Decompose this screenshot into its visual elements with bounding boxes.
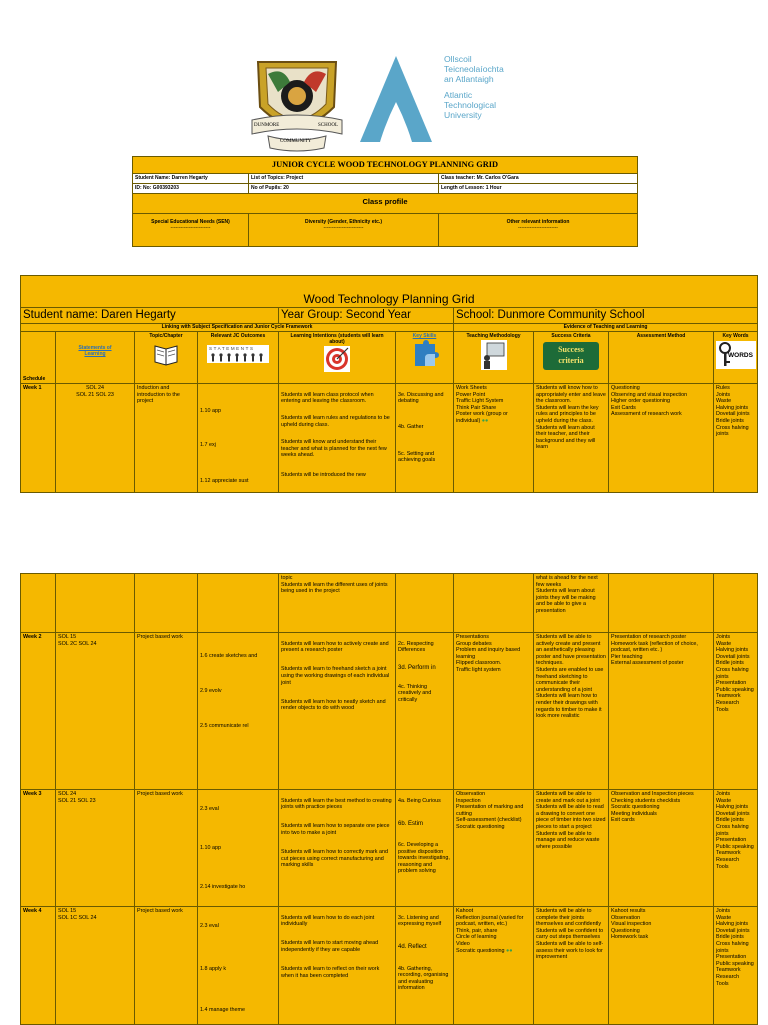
outcome: 1.4 manage theme: [200, 1006, 245, 1013]
week-4-skills: [396, 907, 454, 1025]
week-3-methodology: Observation Inspection Presentation of marking and cutting Self-assessment (checklist) Socratic questioning: [454, 790, 534, 907]
intentions-header: Learning Intentions (students will learn about): [290, 333, 384, 345]
jc-statements-icon: [207, 345, 269, 363]
week-3-skills: [396, 790, 454, 907]
words-text: WORDS: [728, 352, 753, 359]
week-1-assessment: Questioning Observing and visual inspection Higher order questioning Exit Cards Assessment of research work: [609, 384, 714, 493]
week-4-topic: Project based work: [135, 907, 198, 1025]
skill: 5c. Setting and achieving goals: [398, 450, 436, 464]
week-3-sol: SOL 24 SOL 21 SOL 23: [56, 790, 135, 907]
skill: 3d. Perform in: [398, 665, 436, 672]
skill: 6c. Developing a positive disposition towards investigating, reasoning and problem solving: [398, 841, 450, 875]
schedule-header: Schedule: [21, 332, 56, 384]
summary-teacher: Class teacher: Mr. Carlos O'Gara: [439, 174, 638, 184]
green-tag: ●●: [481, 417, 489, 424]
intention: Students will learn rules and regulations to be upheld during class.: [281, 415, 390, 428]
week-4-intentions: [279, 907, 396, 1025]
key-words-icon: [716, 341, 756, 369]
statements-of-learning-link[interactable]: Statements of Learning: [78, 345, 112, 357]
outcome: 2.3 eval: [200, 805, 219, 812]
week-2-sol: SOL 15 SOL 2C SOL 24: [56, 633, 135, 790]
skill: 4a. Being Curious: [398, 797, 441, 804]
week-4-assessment: Kahoot results Observation Visual inspection Questioning Homework task: [609, 907, 714, 1025]
week-1-row: [21, 384, 758, 493]
uni-line-5: Technological: [444, 100, 497, 110]
intention: Students will learn to reflect on their work when it has been completed: [281, 966, 380, 979]
assessment-header: Assessment Method: [609, 332, 714, 384]
cont-intentions: topic Students will learn the different uses of joints being used in the project: [279, 574, 396, 633]
week-4-success: Students will be able to complete their joints themselves and confidently Students will be confident to carry out steps themselves Students will be able to self-assess their work to look for improvement: [534, 907, 609, 1025]
week-1-continued-row: [21, 574, 758, 633]
week-1-sol: SOL 24 SOL 21 SOL 23: [56, 384, 135, 493]
key-skills-link[interactable]: Key Skills: [412, 333, 437, 339]
outcome: 2.14 investigate ho: [200, 883, 246, 890]
uni-line-6: University: [444, 110, 482, 120]
puzzle-icon: [411, 340, 439, 370]
grid-title: Wood Technology Planning Grid: [21, 276, 758, 308]
other-dashes: ------------------------: [518, 225, 558, 231]
week-2-success: Students will be able to actively create and present an aesthetically pleasing poster and have presentation techniques. Students are enabled to use freehand sketching to communicate their understanding of a joint Students will learn how to render their drawings with regards to timber to make it look more realistic: [534, 633, 609, 790]
keywords-header: Key Words: [722, 333, 749, 339]
week-1-intentions: [279, 384, 396, 493]
planning-grid-continued: [20, 573, 758, 1025]
week-1-skills: [396, 384, 454, 493]
week-3-keywords: Joints Waste Halving joints Dovetail joints Bridle joints Cross halving joints Presentation Public speaking Teamwork Research Tools: [714, 790, 758, 907]
intention: Students will learn how to correctly mark and cut pieces using correct manufacturing and marking skills: [281, 849, 388, 869]
week-3-assessment: Observation and Inspection pieces Checking students checklists Socratic questioning Meeting individuals Exit cards: [609, 790, 714, 907]
skills-header-cell: [396, 332, 454, 384]
outcome: 1.12 appreciate sust: [200, 477, 249, 484]
uni-line-3: an Atlantaigh: [444, 74, 494, 84]
success-header-cell: [534, 332, 609, 384]
topic-header-cell: [135, 332, 198, 384]
skill: 3c. Listening and expressing myself: [398, 914, 442, 928]
week-1-success: Students will know how to appropriately enter and leave the classroom. Students will learn the key rules and principles to be upheld during the class. Students will learn about their teacher, and their background and they will learn: [534, 384, 609, 493]
teacher-board-icon: [481, 340, 507, 370]
summary-id: ID: No: G00393203: [133, 184, 249, 194]
intention: Students will know and understand their teacher and what is planned for the next few weeks ahead.: [281, 439, 387, 459]
week-2-label: Week 2: [21, 633, 56, 790]
grid-school: School: Dunmore Community School: [454, 308, 758, 324]
summary-table: [132, 156, 638, 247]
intention: Students will learn how to neatly sketch and render objects to do with wood: [281, 698, 386, 712]
week-3-success: Students will be able to create and mark out a joint Students will be able to read a drawing to convert one piece of timber into two sized pieces to start a project Students will be able to manage and reduce waste where possible: [534, 790, 609, 907]
statements-header-cell: [56, 332, 135, 384]
university-name: [444, 54, 504, 120]
outcome: 1.10 app: [200, 407, 221, 414]
sen-cell: [133, 214, 249, 247]
skill: 6b. Estim: [398, 820, 424, 827]
green-tag: ●●: [506, 947, 513, 954]
intentions-header-cell: [279, 332, 396, 384]
grid-year-group: Year Group: Second Year: [279, 308, 454, 324]
intention: Students will learn how to separate one piece into two to make a joint: [281, 823, 390, 836]
outcomes-header: Relevant JC Outcomes: [210, 333, 266, 339]
linking-heading: Linking with Subject Specification and Junior Cycle Framework: [21, 324, 454, 332]
summary-length: Length of Lesson: 1 Hour: [439, 184, 638, 194]
cont-success: what is ahead for the next few weeks Students will learn about joints they will be making and be able to give a presentation: [534, 574, 609, 633]
week-2-keywords: Joints Waste Halving joints Dovetail joints Bridle joints Cross halving joints Presentation Public speaking Teamwork Research Tools: [714, 633, 758, 790]
summary-title: JUNIOR CYCLE WOOD TECHNOLOGY PLANNING GRID: [133, 157, 638, 174]
week-2-row: [21, 633, 758, 790]
week-2-topic: Project based work: [135, 633, 198, 790]
summary-topics: List of Topics: Project: [249, 174, 439, 184]
open-book-icon: [153, 340, 179, 366]
other-info-cell: [439, 214, 638, 247]
grid-student-name: Student name: Daren Hegarty: [21, 308, 279, 324]
week-3-topic: Project based work: [135, 790, 198, 907]
week-2-outcomes: [198, 633, 279, 790]
sen-label: Special Educational Needs (SEN): [151, 219, 230, 225]
methodology-text: Work Sheets Power Point Traffic Light System Think Pair Share Poster work (group or individual): [456, 385, 508, 424]
summary-student-name: Student Name: Darren Hegarty: [133, 174, 249, 184]
methodology-text: Kahoot Reflection journal (varied for podcast, written, etc.) Think, pair, share Circle of learning Video Socratic questioning: [456, 908, 524, 954]
outcome: 2.5 communicate rel: [200, 722, 249, 729]
intention: Students will learn to freehand sketch a joint using the working drawings of each individual joint: [281, 666, 390, 686]
week-1-keywords: Rules Joints Waste Halving joints Dovetail joints Bridle joints Cross halving joints: [714, 384, 758, 493]
week-1-methodology: [454, 384, 534, 493]
sen-dashes: ------------------------: [170, 225, 211, 231]
intention: Students will learn how to do each joint individually: [281, 914, 375, 928]
keywords-header-cell: [714, 332, 758, 384]
intention: Students will learn how to actively create and present a research poster: [281, 640, 389, 654]
evidence-heading: Evidence of Teaching and Learning: [454, 324, 758, 332]
planning-grid-table: [20, 275, 758, 493]
uni-line-2: Teicneolaíochta: [444, 64, 504, 74]
week-4-outcomes: [198, 907, 279, 1025]
week-2-skills: [396, 633, 454, 790]
week-3-outcomes: [198, 790, 279, 907]
week-1-topic: Induction and introduction to the project: [135, 384, 198, 493]
target-icon: [324, 346, 350, 372]
week-3-label: Week 3: [21, 790, 56, 907]
week-4-row: [21, 907, 758, 1025]
skill: 4b. Gathering, recording, organising and evaluating information: [398, 965, 449, 992]
other-label: Other relevant information: [506, 219, 570, 225]
crest-banner-left: DUNMORE: [254, 123, 280, 128]
week-3-row: [21, 790, 758, 907]
skill: 3e. Discussing and debating: [398, 391, 444, 405]
skill: 2c. Respecting Differences: [398, 640, 434, 654]
crest-banner-right: SCHOOL: [318, 123, 339, 128]
outcome: 1.8 apply k: [200, 965, 227, 972]
uni-line-4: Atlantic: [444, 90, 473, 100]
outcome: 1.10 app: [200, 844, 221, 851]
week-1-outcomes: [198, 384, 279, 493]
intention: Students will learn the best method to creating joints with practice pieces: [281, 797, 392, 811]
week-1-label: Week 1: [21, 384, 56, 493]
success-header: Success Criteria: [551, 333, 591, 339]
jc-statements-letters: STATEMENTS: [209, 346, 255, 351]
week-4-label: Week 4: [21, 907, 56, 1025]
week-3-intentions: [279, 790, 396, 907]
week-4-methodology: [454, 907, 534, 1025]
intention: Students will learn to start moving ahead independently if they are capable: [281, 940, 379, 953]
topic-header: Topic/Chapter: [149, 333, 183, 339]
atu-logo-icon: [356, 52, 436, 147]
criteria-word: criteria: [558, 356, 584, 365]
methodology-header-cell: [454, 332, 534, 384]
skill: 4d. Reflect: [398, 944, 427, 951]
uni-line-1: Ollscoil: [444, 54, 472, 64]
diversity-label: Diversity (Gender, Ethnicity etc.): [305, 219, 382, 225]
week-2-assessment: Presentation of research poster Homework task (reflection of choice, podcast, written etc. ) Pier teaching External assessment of poster: [609, 633, 714, 790]
school-crest-logo: [238, 52, 356, 152]
crest-banner-center: COMMUNITY: [280, 139, 312, 144]
summary-pupils: No of Pupils: 20: [249, 184, 439, 194]
class-profile-heading: Class profile: [133, 194, 638, 214]
skill: 4b. Gather: [398, 424, 424, 431]
outcome: 2.9 evolv: [200, 687, 222, 694]
methodology-header: Teaching Methodology: [466, 333, 521, 339]
skill: 4c. Thinking creatively and critically: [398, 683, 432, 703]
success-criteria-icon: [543, 342, 599, 370]
outcome: 1.7 exj: [200, 441, 216, 448]
diversity-dashes: ------------------------: [323, 225, 364, 231]
week-4-keywords: Joints Waste Halving joints Dovetail joints Bridle joints Cross halving joints Presentation Public speaking Teamwork Research Tools: [714, 907, 758, 1025]
week-2-intentions: [279, 633, 396, 790]
intention: Students will learn class protocol when entering and leaving the classroom.: [281, 391, 374, 405]
outcomes-header-cell: [198, 332, 279, 384]
intention: Students will be introduced the new: [281, 471, 366, 478]
week-4-sol: SOL 15 SOL 1C SOL 24: [56, 907, 135, 1025]
diversity-cell: [249, 214, 439, 247]
week-2-methodology: Presentations Group debates Problem and inquiry based learning Flipped classroom. Traffic light system: [454, 633, 534, 790]
success-word: Success: [558, 345, 584, 354]
outcome: 2.3 eval: [200, 922, 219, 929]
outcome: 1.6 create sketches and: [200, 652, 258, 659]
